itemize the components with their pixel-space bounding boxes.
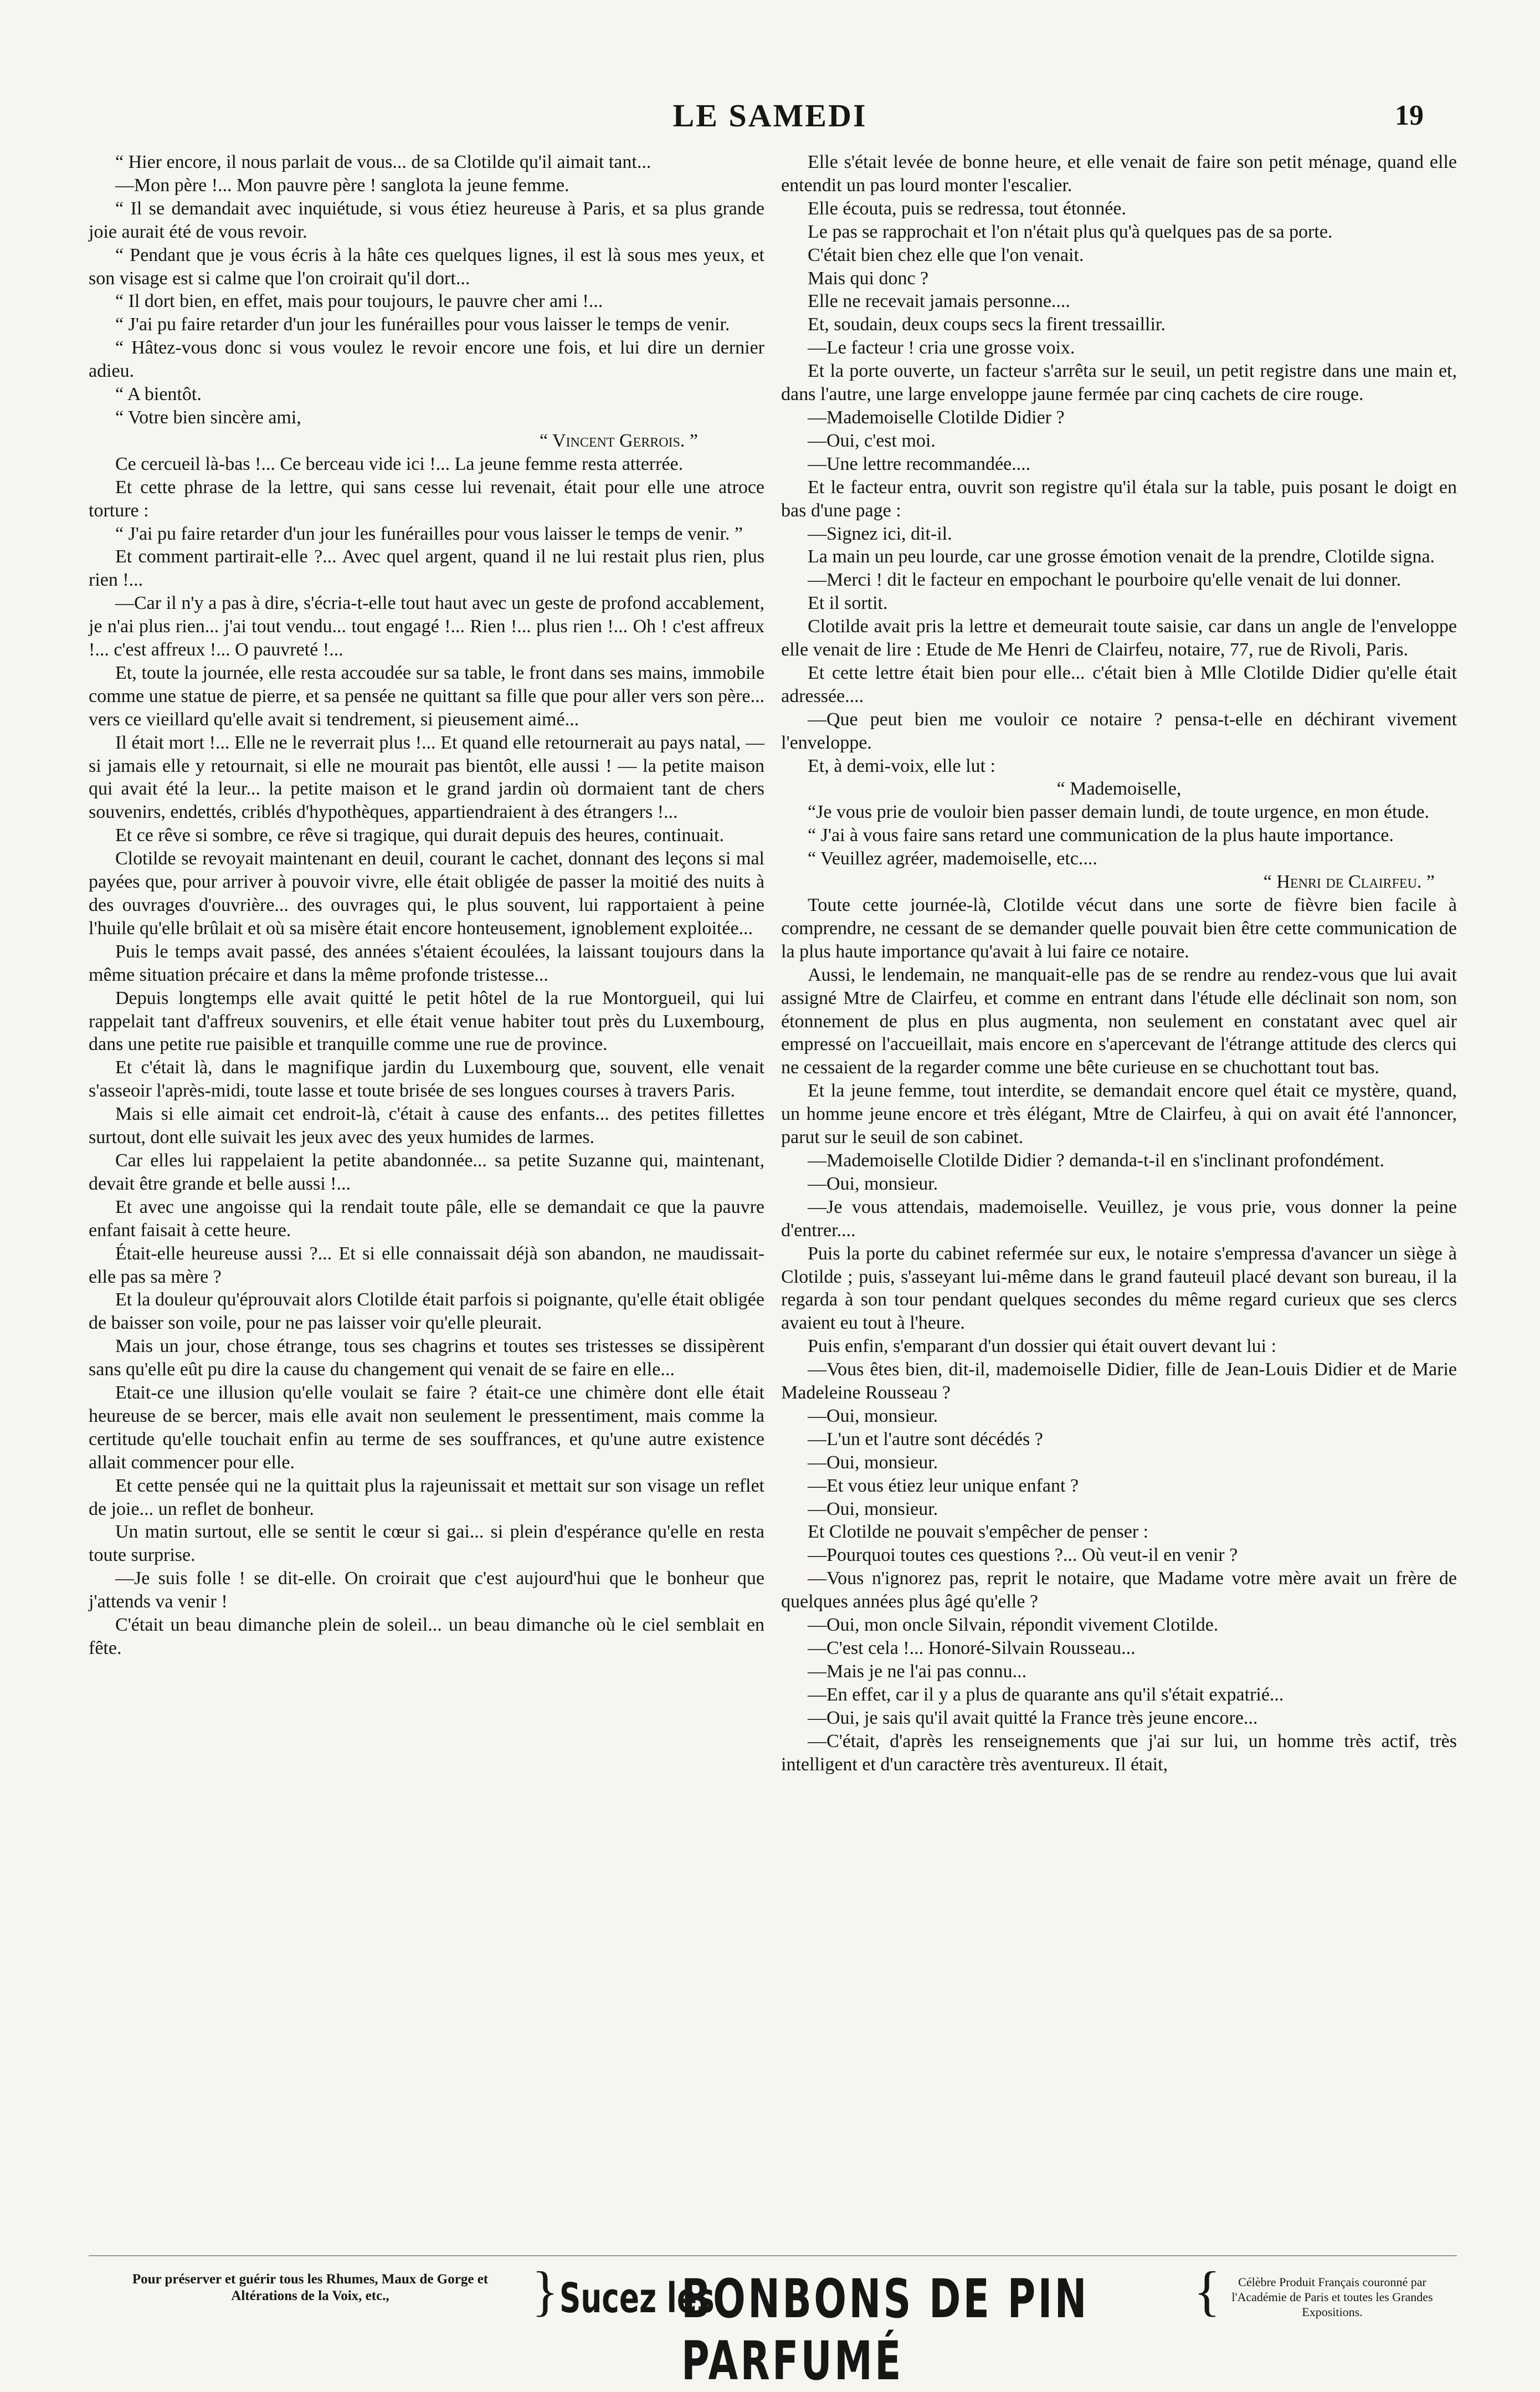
paragraph: Mais qui donc ? bbox=[808, 268, 929, 289]
paragraph: Et la jeune femme, tout interdite, se demandait encore quel était ce mystère, quand, un homme jeune encore et très élégant, Mtre de Clairfeu, à qui on avait été l'annoncer, parut sur le seuil de son cabinet. bbox=[781, 1080, 1457, 1148]
paragraph: —Oui, monsieur. bbox=[808, 1452, 938, 1473]
paragraph: Etait-ce une illusion qu'elle voulait se faire ? était-ce une chimère dont elle était heureuse de se bercer, mais elle avait non seulement le pressentiment, mais comme la certitude qu'elle touchait enfin au terme de ses souffrances, et qu'une autre existence allait commencer pour elle. bbox=[89, 1382, 764, 1473]
paragraph: Aussi, le lendemain, ne manquait-elle pas de se rendre au rendez-vous que lui avait assigné Mtre de Clairfeu, et comme en entrant dans l'étude elle déclinait son nom, son étonnement de plus en plus augmenta, non seulement en constatant avec quel air empressé on l'accueillait, mais encore en s'apercevant de l'étrange attitude des clercs qui ne cessaient de la regarder comme une bête curieuse en se chuchottant tout bas. bbox=[781, 964, 1457, 1078]
paragraph: Et le facteur entra, ouvrit son registre qu'il étala sur la table, puis posant le doigt en bas d'une page : bbox=[781, 477, 1457, 521]
paragraph: —Le facteur ! cria une grosse voix. bbox=[808, 337, 1075, 358]
right-column bbox=[781, 151, 1457, 1776]
paragraph: “ J'ai pu faire retarder d'un jour les funérailles pour vous laisser le temps de venir. ” bbox=[115, 523, 743, 544]
ad-right-text: Célèbre Produit Français couronné par l'Académie de Paris et toutes les Grandes Expositions. bbox=[1231, 2275, 1433, 2319]
paragraph: “ Il dort bien, en effet, mais pour toujours, le pauvre cher ami !... bbox=[115, 291, 603, 312]
paragraph: —Mademoiselle Clotilde Didier ? bbox=[808, 407, 1065, 428]
letter-signature: “ Vincent Gerrois. ” bbox=[539, 430, 698, 451]
paragraph: Et Clotilde ne pouvait s'empêcher de penser : bbox=[808, 1522, 1149, 1543]
paragraph: —Oui, c'est moi. bbox=[808, 430, 936, 451]
footer-divider bbox=[89, 2255, 1457, 2256]
ad-left-text: Pour préserver et guérir tous les Rhumes, Maux de Gorge et Altérations de la Voix, etc., bbox=[132, 2272, 489, 2303]
letter-salutation: “ Mademoiselle, bbox=[1056, 778, 1182, 800]
paragraph: Mais un jour, chose étrange, tous ses chagrins et toutes ses tristesses se dissipèrent sans qu'elle eût pu dire la cause du changement qui venait de se faire en elle... bbox=[89, 1336, 764, 1380]
paragraph: La main un peu lourde, car une grosse émotion venait de la prendre, Clotilde signa. bbox=[808, 546, 1435, 567]
paragraph: Et, toute la journée, elle resta accoudée sur sa table, le front dans ses mains, immobile comme une statue de pierre, et sa pensée ne quittant sa fille que pour aller vers son père... vers ce vieillard qu'elle avait si tendrement, si pieusement aimé... bbox=[89, 662, 764, 730]
paragraph: —Une lettre recommandée.... bbox=[808, 453, 1031, 474]
letter-signature: “ Henri de Clairfeu. ” bbox=[1263, 872, 1435, 893]
paragraph: —Oui, mon oncle Silvain, répondit vivement Clotilde. bbox=[808, 1615, 1219, 1636]
paragraph: Elle s'était levée de bonne heure, et elle venait de faire son petit ménage, quand elle entendit un pas lourd monter l'escalier. bbox=[781, 152, 1457, 196]
left-brace-icon: { bbox=[1194, 2260, 1220, 2322]
journal-title: LE SAMEDI bbox=[673, 98, 867, 134]
paragraph: “Je vous prie de vouloir bien passer demain lundi, de toute urgence, en mon étude. bbox=[808, 802, 1429, 823]
paragraph: C'était un beau dimanche plein de soleil... un beau dimanche où le ciel semblait en fête. bbox=[89, 1615, 764, 1658]
paragraph: —Oui, monsieur. bbox=[808, 1405, 938, 1426]
paragraph: Et cette pensée qui ne la quittait plus la rajeunissait et mettait sur son visage un reflet de joie... un reflet de bonheur. bbox=[89, 1475, 764, 1519]
paragraph: Et cette lettre était bien pour elle... c'était bien à Mlle Clotilde Didier qu'elle était adressée.... bbox=[781, 662, 1457, 706]
paragraph: Et il sortit. bbox=[808, 593, 888, 614]
paragraph: —L'un et l'autre sont décédés ? bbox=[808, 1428, 1043, 1449]
paragraph: Le pas se rapprochait et l'on n'était plus qu'à quelques pas de sa porte. bbox=[808, 221, 1333, 242]
paragraph: Car elles lui rappelaient la petite abandonnée... sa petite Suzanne qui, maintenant, devait être grande et belle aussi !... bbox=[89, 1150, 764, 1194]
paragraph: Elle écouta, puis se redressa, tout étonnée. bbox=[808, 198, 1126, 219]
paragraph: Et, à demi-voix, elle lut : bbox=[808, 755, 995, 776]
paragraph: Et la douleur qu'éprouvait alors Clotilde était parfois si poignante, qu'elle était obligée de baisser son voile, pour ne pas laisser voir qu'elle pleurait. bbox=[89, 1289, 764, 1334]
paragraph: —Oui, monsieur. bbox=[808, 1498, 938, 1519]
paragraph: Puis le temps avait passé, des années s'étaient écoulées, la laissant toujours dans la même situation précaire et dans la même profonde tristesse... bbox=[89, 941, 764, 985]
paragraph: Et avec une angoisse qui la rendait toute pâle, elle se demandait ce que la pauvre enfant faisait à cette heure. bbox=[89, 1196, 764, 1241]
paragraph: —Merci ! dit le facteur en empochant le pourboire qu'elle venait de lui donner. bbox=[808, 570, 1402, 591]
paragraph: —Mademoiselle Clotilde Didier ? demanda-t-il en s'inclinant profondément. bbox=[808, 1150, 1384, 1171]
paragraph: —Signez ici, dit-il. bbox=[808, 523, 952, 544]
paragraph: Et comment partirait-elle ?... Avec quel argent, quand il ne lui restait plus rien, plus rien !... bbox=[89, 546, 764, 591]
right-brace-icon: } bbox=[532, 2260, 558, 2322]
paragraph: —En effet, car il y a plus de quarante ans qu'il s'était expatrié... bbox=[808, 1684, 1284, 1705]
paragraph: “ Hâtez-vous donc si vous voulez le revoir encore une fois, et lui dire un dernier adieu. bbox=[89, 337, 764, 382]
paragraph: —Que peut bien me vouloir ce notaire ? pensa-t-elle en déchirant vivement l'enveloppe. bbox=[781, 709, 1457, 753]
paragraph: —Mon père !... Mon pauvre père ! sanglota la jeune femme. bbox=[115, 175, 569, 196]
paragraph: Et, soudain, deux coups secs la firent tressaillir. bbox=[808, 314, 1166, 335]
left-column bbox=[89, 151, 764, 1660]
paragraph: —Je vous attendais, mademoiselle. Veuillez, je vous prie, vous donner la peine d'entrer.... bbox=[781, 1196, 1457, 1241]
paragraph: Elle ne recevait jamais personne.... bbox=[808, 291, 1070, 312]
paragraph: —Et vous étiez leur unique enfant ? bbox=[808, 1475, 1079, 1496]
paragraph: C'était bien chez elle que l'on venait. bbox=[808, 244, 1084, 265]
advertisement-banner bbox=[89, 2260, 1457, 2392]
paragraph: Et cette phrase de la lettre, qui sans cesse lui revenait, était pour elle une atroce torture : bbox=[89, 477, 764, 521]
paragraph: —Mais je ne l'ai pas connu... bbox=[808, 1661, 1027, 1682]
paragraph: —Oui, monsieur. bbox=[808, 1173, 938, 1194]
paragraph: Était-elle heureuse aussi ?... Et si elle connaissait déjà son abandon, ne maudissait-elle pas sa mère ? bbox=[89, 1243, 764, 1287]
page-number: 19 bbox=[1395, 100, 1424, 131]
paragraph: Clotilde avait pris la lettre et demeurait toute saisie, car dans un angle de l'enveloppe elle venait de lire : Etude de Me Henri de Clairfeu, notaire, 77, rue de Rivoli, Paris. bbox=[781, 616, 1457, 660]
paragraph: Il était mort !... Elle ne le reverrait plus !... Et quand elle retournerait au pays natal, — si jamais elle y retournait, si elle ne mourait pas bientôt, elle aussi ! — la petite maison qui avait été la leur... la petite maison et le grand jardin où dormaient tant de chers souvenirs, endettés, criblés d'hypothèques, appartiendraient à des étrangers !... bbox=[89, 732, 764, 823]
paragraph: Et c'était là, dans le magnifique jardin du Luxembourg que, souvent, elle venait s'asseoir l'après-midi, toute lasse et toute brisée de ses longues courses à travers Paris. bbox=[89, 1057, 764, 1102]
paragraph: Puis enfin, s'emparant d'un dossier qui était ouvert devant lui : bbox=[808, 1336, 1277, 1357]
paragraph: “ J'ai à vous faire sans retard une communication de la plus haute importance. bbox=[808, 825, 1394, 846]
paragraph: Et ce rêve si sombre, ce rêve si tragique, qui durait depuis des heures, continuait. bbox=[115, 825, 724, 846]
paragraph: Depuis longtemps elle avait quitté le petit hôtel de la rue Montorgueil, qui lui rappelait tant d'affreux souvenirs, et elle était venue habiter tout près du Luxembourg, dans une petite rue paisible et tranquille comme une rue de province. bbox=[89, 987, 764, 1055]
paragraph: Un matin surtout, elle se sentit le cœur si gai... si plein d'espérance qu'elle en resta toute surprise. bbox=[89, 1522, 764, 1566]
paragraph: Et la porte ouverte, un facteur s'arrêta sur le seuil, un petit registre dans une main et, dans l'autre, une large enveloppe jaune fermée par cinq cachets de cire rouge. bbox=[781, 361, 1457, 405]
paragraph: Ce cercueil là-bas !... Ce berceau vide ici !... La jeune femme resta atterrée. bbox=[115, 453, 684, 474]
paragraph: “ Veuillez agréer, mademoiselle, etc.... bbox=[808, 848, 1097, 869]
paragraph: “ Votre bien sincère ami, bbox=[115, 407, 301, 428]
paragraph: “ Pendant que je vous écris à la hâte ces quelques lignes, il est là sous mes yeux, et son visage est si calme que l'on croirait qu'il dort... bbox=[89, 244, 764, 289]
paragraph: Mais si elle aimait cet endroit-là, c'était à cause des enfants... des petites fillettes surtout, dont elle suivait les jeux avec des yeux humides de larmes. bbox=[89, 1104, 764, 1148]
paragraph: —C'est cela !... Honoré-Silvain Rousseau... bbox=[808, 1638, 1136, 1658]
page-header bbox=[0, 97, 1540, 147]
paragraph: Clotilde se revoyait maintenant en deuil, courant le cachet, donnant des leçons si mal payées que, pour arriver à pouvoir vivre, elle était obligée de passer la moitié des nuits à des ouvrages d'ouvrière... des ouvrages qui, le plus souvent, lui rapportaient à peine l'huile qu'elle brûlait et où sa misère était encore honteusement, ignoblement exploitée... bbox=[89, 848, 764, 939]
paragraph: —Oui, je sais qu'il avait quitté la France très jeune encore... bbox=[808, 1707, 1258, 1728]
paragraph: —C'était, d'après les renseignements que j'ai sur lui, un homme très actif, très intelligent et d'un caractère très aventureux. Il était, bbox=[781, 1730, 1457, 1775]
paragraph: —Vous êtes bien, dit-il, mademoiselle Didier, fille de Jean-Louis Didier et de Marie Madeleine Rousseau ? bbox=[781, 1359, 1457, 1404]
paragraph: Toute cette journée-là, Clotilde vécut dans une sorte de fièvre bien facile à comprendre, ne cessant de se demander quelle pouvait bien être cette communication de la plus haute importance qu'avait à lui faire ce notaire. bbox=[781, 895, 1457, 962]
paragraph: “ Hier encore, il nous parlait de vous... de sa Clotilde qu'il aimait tant... bbox=[115, 152, 651, 172]
paragraph: “ Il se demandait avec inquiétude, si vous étiez heureuse à Paris, et sa plus grande joie aurait été de vous revoir. bbox=[89, 198, 764, 242]
paragraph: —Pourquoi toutes ces questions ?... Où veut-il en venir ? bbox=[808, 1545, 1238, 1566]
paragraph: “ A bientôt. bbox=[115, 384, 202, 405]
ad-call-text: Sucez les bbox=[559, 2275, 715, 2322]
paragraph: —Vous n'ignorez pas, reprit le notaire, que Madame votre mère avait un frère de quelques années plus âgé qu'elle ? bbox=[781, 1568, 1457, 1612]
ad-product-name: BONBONS DE PIN PARFUMÉ bbox=[681, 2268, 1089, 2392]
paragraph: —Car il n'y a pas à dire, s'écria-t-elle tout haut avec un geste de profond accablement, je n'ai plus rien... j'ai tout vendu... tout engagé !... Rien !... plus rien !... Oh ! c'est affreux !... c'est affreux !... O pauvreté !... bbox=[89, 593, 764, 660]
paragraph: “ J'ai pu faire retarder d'un jour les funérailles pour vous laisser le temps de venir. bbox=[115, 314, 730, 335]
paragraph: Puis la porte du cabinet refermée sur eux, le notaire s'empressa d'avancer un siège à Clotilde ; puis, s'asseyant lui-même dans le grand fauteuil placé devant son bureau, il la regarda à son tour pendant quelques secondes du même regard curieux que ses clercs avaient eu tout à l'heure. bbox=[781, 1243, 1457, 1334]
paragraph: —Je suis folle ! se dit-elle. On croirait que c'est aujourd'hui que le bonheur que j'attends va venir ! bbox=[89, 1568, 764, 1612]
